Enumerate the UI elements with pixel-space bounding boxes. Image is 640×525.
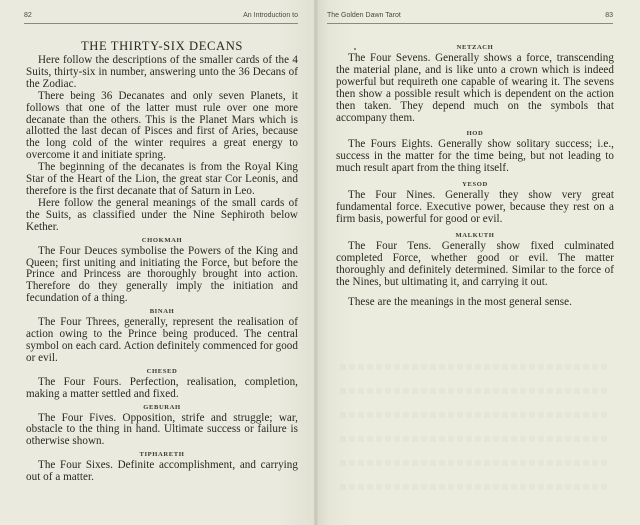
- show-through-line: [340, 436, 610, 442]
- show-through-line: [340, 364, 610, 370]
- show-through-line: [340, 484, 610, 490]
- section-text-chokmah: The Four Deuces symbolise the Powers of the King and Queen; first uniting and initiating the Force, but before the Prince and Princess are thoroughly brought into action. Therefore do they generally imply the initiation and fecundation of a thing.: [26, 244, 298, 305]
- section-heading-hod: HOD: [466, 130, 484, 138]
- section-heading-tiphareth: TIPHARETH: [139, 451, 185, 459]
- show-through-line: [340, 460, 610, 466]
- section-text-netzach: The Four Sevens. Generally shows a force, transcending the material plane, and is like unto a crown which is indeed powerful but requireth one capable of wearing it. The sevens then show a possible result which is dependent on the action then taken. They depend much on the symbols that accompany them.: [336, 52, 614, 124]
- running-head-title-right: The Golden Dawn Tarot: [327, 12, 401, 19]
- section-heading-netzach: NETZACH: [456, 44, 494, 51]
- section-heading-chesed: CHESED: [146, 367, 178, 375]
- right-page: [316, 0, 640, 525]
- left-page-body: [26, 39, 298, 484]
- section-text-binah: The Four Threes, generally, represent the realisation of action owing to the Prince being produced. The central symbol on each card. Action definitely commenced for good or evil.: [26, 316, 298, 364]
- intro-paragraph: There being 36 Decanates and only seven Planets, it follows that one of the latter must rule over one more decanate than the others. This is the Planet Mars which is allotted the last decan of Pisces and first of Aries, because the long cold of the winter requires a great energy to overcome it and initiate spring.: [26, 89, 298, 162]
- page-number-right: 83: [605, 12, 613, 19]
- section-text-yesod: The Four Nines. Generally they show very great fundamental force. Executive power, because they rest on a firm basis, powerful for good or evil.: [336, 189, 614, 225]
- section-heading-chokmah: CHOKMAH: [141, 236, 183, 244]
- intro-paragraph: Here follow the descriptions of the smaller cards of the 4 Suits, thirty-six in number, answering unto the 36 Decans of the Zodiac.: [26, 54, 298, 90]
- page-number-left: 82: [24, 12, 32, 19]
- section-text-geburah: The Four Fives. Opposition, strife and struggle; war, obstacle to the thing in hand. Ultimate success or failure is otherwise shown.: [26, 411, 298, 448]
- section-heading-binah: BINAH: [149, 308, 175, 316]
- section-text-hod: The Fours Eights. Generally show solitary success; i.e., success in the matter for the time being, but not leading to much result apart from the thing itself.: [336, 138, 614, 175]
- section-heading-geburah: GEBURAH: [143, 403, 181, 411]
- section-text-tiphareth: The Four Sixes. Definite accomplishment, and carrying out of a matter.: [26, 459, 298, 484]
- running-head-right: [327, 12, 613, 24]
- running-head-title-left: An Introduction to: [243, 12, 298, 19]
- closing-sentence: These are the meanings in the most general sense.: [348, 295, 572, 308]
- right-page-body: [336, 43, 614, 308]
- intro-paragraph: Here follow the general meanings of the small cards of the Suits, as classified under the Nine Sephiroth below Kether.: [26, 196, 298, 233]
- section-heading-yesod: YESOD: [462, 181, 488, 189]
- chapter-title: THE THIRTY-SIX DECANS: [80, 39, 244, 53]
- show-through-line: [340, 412, 610, 418]
- paper-speck: [354, 48, 356, 50]
- section-text-chesed: The Four Fours. Perfection, realisation, completion, making a matter settled and fixed.: [26, 375, 298, 400]
- section-text-malkuth: The Four Tens. Generally show fixed culminated completed Force, whether good or evil. The matter thoroughly and definitely determined. Similar to the force of the Nines, but ultimating it, and carrying it out.: [336, 239, 614, 288]
- book-gutter: [314, 0, 318, 525]
- show-through-line: [340, 388, 610, 394]
- running-head-left: [24, 12, 298, 24]
- left-page: [0, 0, 316, 525]
- section-heading-malkuth: MALKUTH: [455, 231, 495, 239]
- intro-paragraph: The beginning of the decanates is from the Royal King Star of the Heart of the Lion, the great star Cor Leonis, and therefore is the first decanate that of Saturn in Leo.: [26, 161, 298, 197]
